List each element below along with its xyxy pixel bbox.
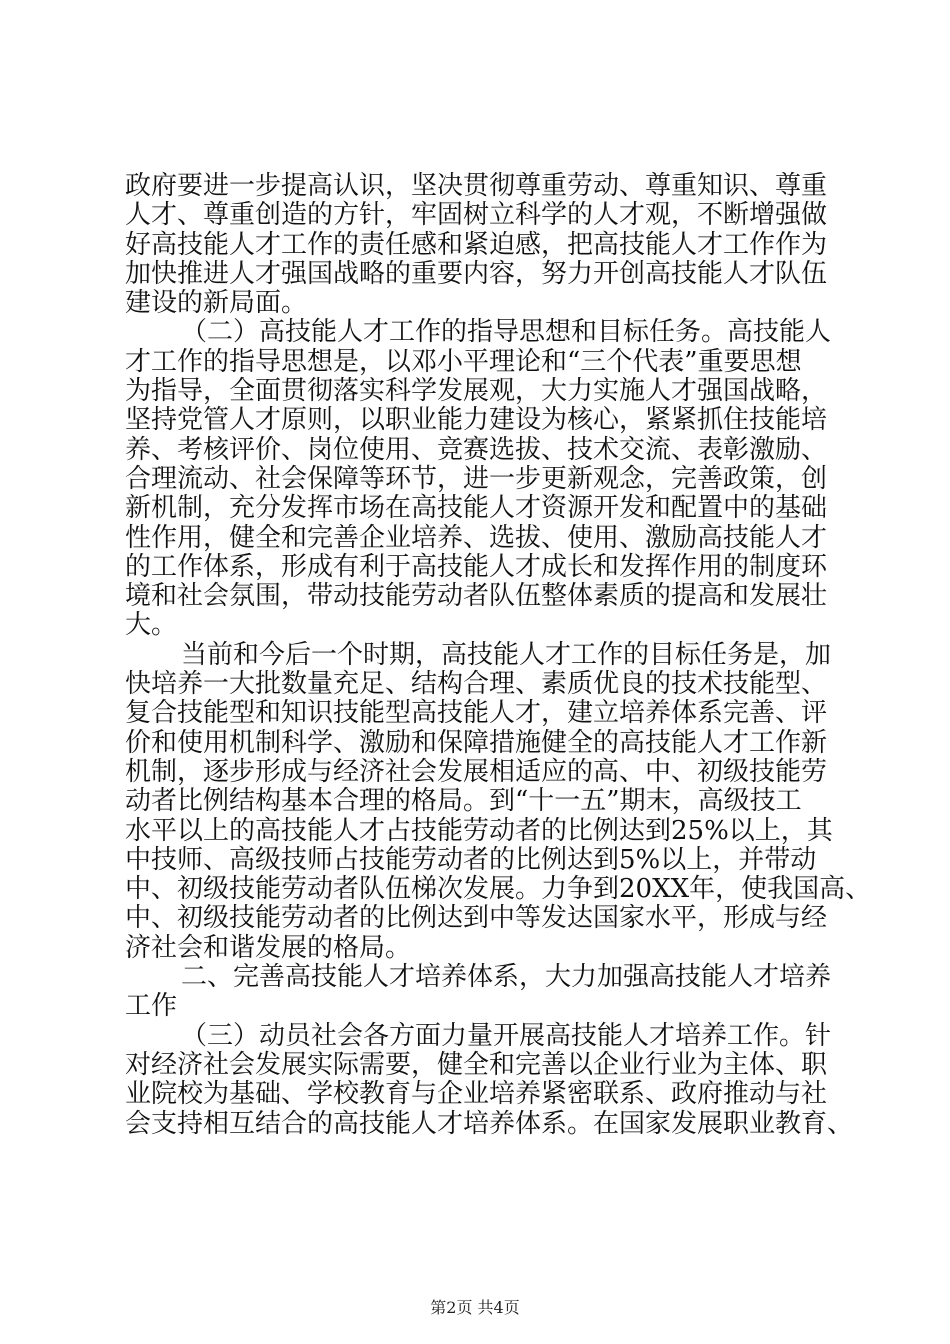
page-footer: 第2页 共4页	[430, 1298, 520, 1317]
text-line: 养、考核评价、岗位使用、竞赛选拔、技术交流、表彰激励、	[125, 434, 828, 465]
text-line: （三）动员社会各方面力量开展高技能人才培养工作。针	[181, 1020, 832, 1051]
text-line: 二、完善高技能人才培养体系，大力加强高技能人才培养	[181, 962, 832, 993]
text-line: 复合技能型和知识技能型高技能人才，建立培养体系完善、评	[125, 698, 828, 729]
text-line: （二）高技能人才工作的指导思想和目标任务。高技能人	[181, 317, 832, 348]
text-line: 价和使用机制科学、激励和保障措施健全的高技能人才工作新	[125, 727, 828, 758]
text-line: 人才、尊重创造的方针，牢固树立科学的人才观，不断增强做	[125, 200, 828, 231]
text-line: 中、初级技能劳动者队伍梯次发展。力争到20XX年，使我国高、	[125, 874, 872, 905]
text-line: 性作用，健全和完善企业培养、选拔、使用、激励高技能人才	[125, 522, 828, 553]
text-line: 才工作的指导思想是，以邓小平理论和“三个代表”重要思想	[125, 346, 802, 377]
text-line: 中技师、高级技师占技能劳动者的比例达到5%以上，并带动	[125, 844, 817, 875]
text-line: 当前和今后一个时期，高技能人才工作的目标任务是，加	[181, 639, 832, 670]
text-line: 动者比例结构基本合理的格局。到“十一五”期末，高级技工	[125, 786, 802, 817]
text-line: 境和社会氛围，带动技能劳动者队伍整体素质的提高和发展壮	[125, 581, 828, 612]
text-line: 对经济社会发展实际需要，健全和完善以企业行业为主体、职	[125, 1049, 828, 1080]
text-line: 政府要进一步提高认识，坚决贯彻尊重劳动、尊重知识、尊重	[125, 171, 828, 201]
text-line: 水平以上的高技能人才占技能劳动者的比例达到25%以上，其	[125, 815, 833, 846]
text-line: 好高技能人才工作的责任感和紧迫感，把高技能人才工作作为	[125, 229, 828, 260]
text-line: 加快推进人才强国战略的重要内容，努力开创高技能人才队伍	[125, 258, 828, 289]
text-line: 为指导，全面贯彻落实科学发展观，大力实施人才强国战略，	[125, 376, 828, 407]
text-line: 的工作体系，形成有利于高技能人才成长和发挥作用的制度环	[125, 551, 828, 582]
text-line: 中、初级技能劳动者的比例达到中等发达国家水平，形成与经	[125, 903, 828, 934]
text-line: 合理流动、社会保障等环节，进一步更新观念，完善政策，创	[125, 463, 828, 494]
text-line: 机制，逐步形成与经济社会发展相适应的高、中、初级技能劳	[125, 756, 828, 787]
document-body	[125, 171, 872, 1139]
text-line: 业院校为基础、学校教育与企业培养紧密联系、政府推动与社	[125, 1079, 828, 1110]
text-line: 新机制，充分发挥市场在高技能人才资源开发和配置中的基础	[125, 493, 828, 524]
text-line: 大。	[125, 610, 178, 641]
text-line: 会支持相互结合的高技能人才培养体系。在国家发展职业教育、	[125, 1108, 854, 1139]
text-line: 工作	[125, 991, 178, 1022]
text-line: 坚持党管人才原则，以职业能力建设为核心，紧紧抓住技能培	[125, 405, 828, 436]
text-line: 济社会和谐发展的格局。	[125, 932, 412, 963]
text-line: 快培养一大批数量充足、结构合理、素质优良的技术技能型、	[125, 669, 828, 700]
text-line: 建设的新局面。	[125, 288, 308, 319]
